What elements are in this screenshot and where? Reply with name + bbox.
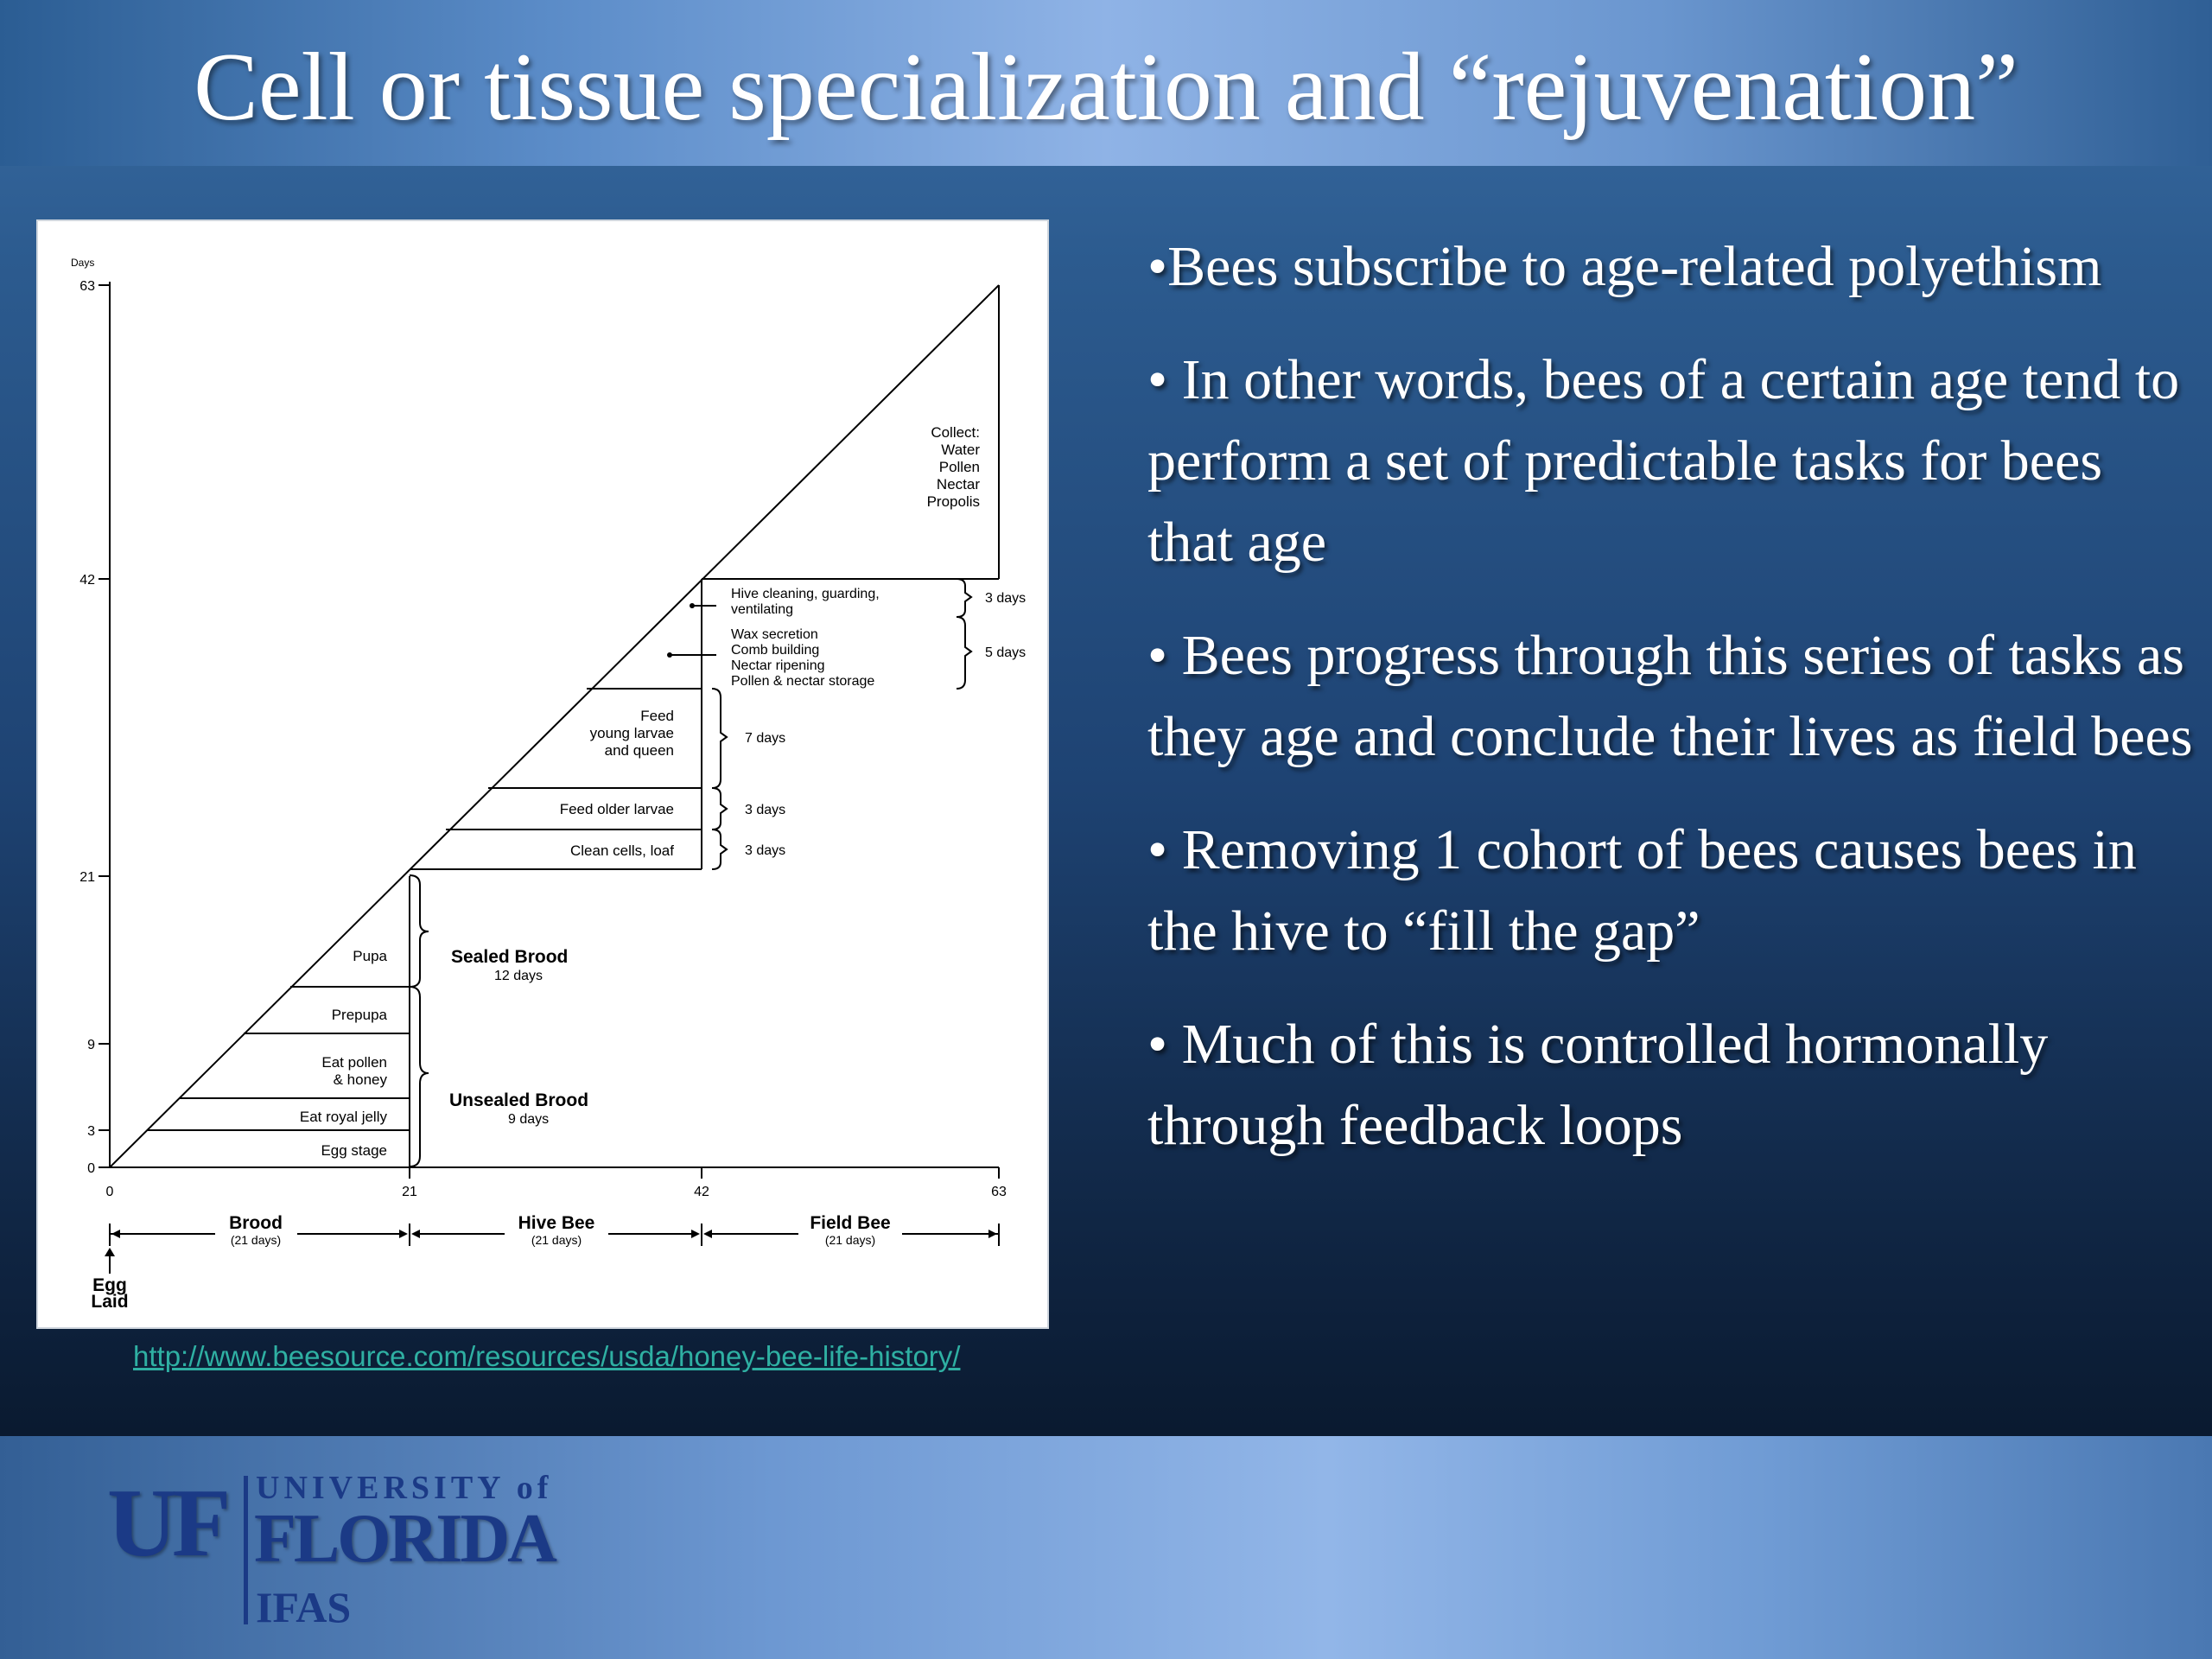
phase-arrow-63 (988, 1230, 997, 1238)
bracket-clean-cells (712, 830, 727, 869)
source-link[interactable]: http://www.beesource.com/resources/usda/honey-bee-life-history/ (133, 1340, 961, 1372)
y-tick-21: 21 (79, 870, 95, 885)
logo-florida: FLORIDA (254, 1501, 555, 1577)
y-tick-3: 3 (87, 1124, 95, 1139)
stage-eat-pollen-honey: Eat pollen & honey (321, 1054, 387, 1088)
bullet-list (1147, 226, 2193, 1198)
bracket-hive-cleaning (957, 579, 971, 617)
field-collect-list: Collect: Water Pollen Nectar Propolis (926, 424, 980, 510)
y-axis-label: Days (71, 257, 95, 269)
task-wax-secretion: Wax secretion Comb building Nectar ripening Pollen & nectar storage (731, 627, 875, 689)
phase-field-bee-sub: (21 days) (824, 1233, 876, 1247)
task-feed-young-larvae: Feed young larvae and queen (589, 708, 674, 759)
unsealed-brood-bracket (410, 987, 429, 1166)
egg-laid-arrowhead (105, 1248, 115, 1256)
bracket-feed-young (712, 689, 727, 788)
x-tick-42: 42 (694, 1185, 709, 1199)
bullet-item: • Removing 1 cohort of bees causes bees in the hive to “fill the gap” (1147, 810, 2193, 972)
phase-arrow-0 (111, 1230, 120, 1238)
task-clean-cells: Clean cells, loaf (569, 842, 674, 859)
unsealed-brood-sub: 9 days (508, 1112, 550, 1127)
age-diagonal (110, 285, 999, 1167)
phase-brood-sub: (21 days) (230, 1233, 282, 1247)
phase-brood-title: Brood (229, 1213, 283, 1233)
phase-arrow-21b (411, 1230, 420, 1238)
phase-arrow-21a (399, 1230, 408, 1238)
bee-life-history-diagram (38, 221, 1047, 1327)
stage-egg-stage: Egg stage (321, 1142, 387, 1159)
duration-hive-cleaning: 3 days (985, 591, 1027, 606)
stage-prepupa: Prepupa (331, 1007, 387, 1023)
uf-ifas-logo (107, 1469, 591, 1633)
logo-divider (244, 1476, 248, 1624)
pointer-dot-hive-cleaning (690, 603, 695, 608)
title-band (0, 0, 2212, 166)
bee-life-history-figure (36, 219, 1049, 1329)
logo-uf-mark: UF (107, 1470, 226, 1577)
y-tick-0: 0 (87, 1161, 95, 1176)
slide-title: Cell or tissue specialization and “rejuvenation” (194, 34, 2018, 141)
unsealed-brood-title: Unsealed Brood (449, 1090, 589, 1110)
bullet-item: • Bees progress through this series of tasks as they age and conclude their lives as field bees (1147, 615, 2193, 778)
bracket-wax (957, 617, 971, 689)
y-tick-63: 63 (79, 279, 95, 294)
phase-arrow-42b (703, 1230, 712, 1238)
sealed-brood-title: Sealed Brood (451, 947, 569, 967)
phase-arrow-42a (691, 1230, 700, 1238)
y-tick-42: 42 (79, 573, 95, 588)
bracket-feed-older (712, 788, 727, 830)
task-feed-older-larvae: Feed older larvae (559, 801, 674, 817)
phase-hive-bee-title: Hive Bee (518, 1213, 595, 1233)
pointer-dot-wax (667, 652, 672, 658)
bullet-item: • Much of this is controlled hormonally through feedback loops (1147, 1004, 2193, 1166)
x-tick-0: 0 (105, 1185, 114, 1199)
x-tick-63: 63 (991, 1185, 1007, 1199)
egg-laid-label: Egg Laid (91, 1275, 129, 1312)
sealed-brood-sub: 12 days (494, 969, 543, 983)
duration-clean-cells: 3 days (745, 843, 786, 858)
logo-university-of: UNIVERSITY of (256, 1470, 553, 1506)
duration-wax: 5 days (985, 645, 1027, 660)
phase-hive-bee-sub: (21 days) (531, 1233, 582, 1247)
y-tick-9: 9 (87, 1038, 95, 1052)
task-hive-cleaning: Hive cleaning, guarding, ventilating (731, 587, 880, 617)
duration-feed-young: 7 days (745, 731, 786, 746)
bullet-item: • In other words, bees of a certain age tend to perform a set of predictable tasks for bees that age (1147, 340, 2193, 583)
stage-eat-royal-jelly: Eat royal jelly (299, 1109, 387, 1125)
phase-field-bee-title: Field Bee (810, 1213, 891, 1233)
x-tick-21: 21 (402, 1185, 417, 1199)
sealed-brood-bracket (410, 875, 429, 987)
logo-ifas: IFAS (256, 1583, 352, 1631)
bullet-item: • Bees subscribe to age-related polyethism (1147, 226, 2193, 308)
stage-pupa: Pupa (353, 948, 387, 964)
duration-feed-older: 3 days (745, 803, 786, 817)
